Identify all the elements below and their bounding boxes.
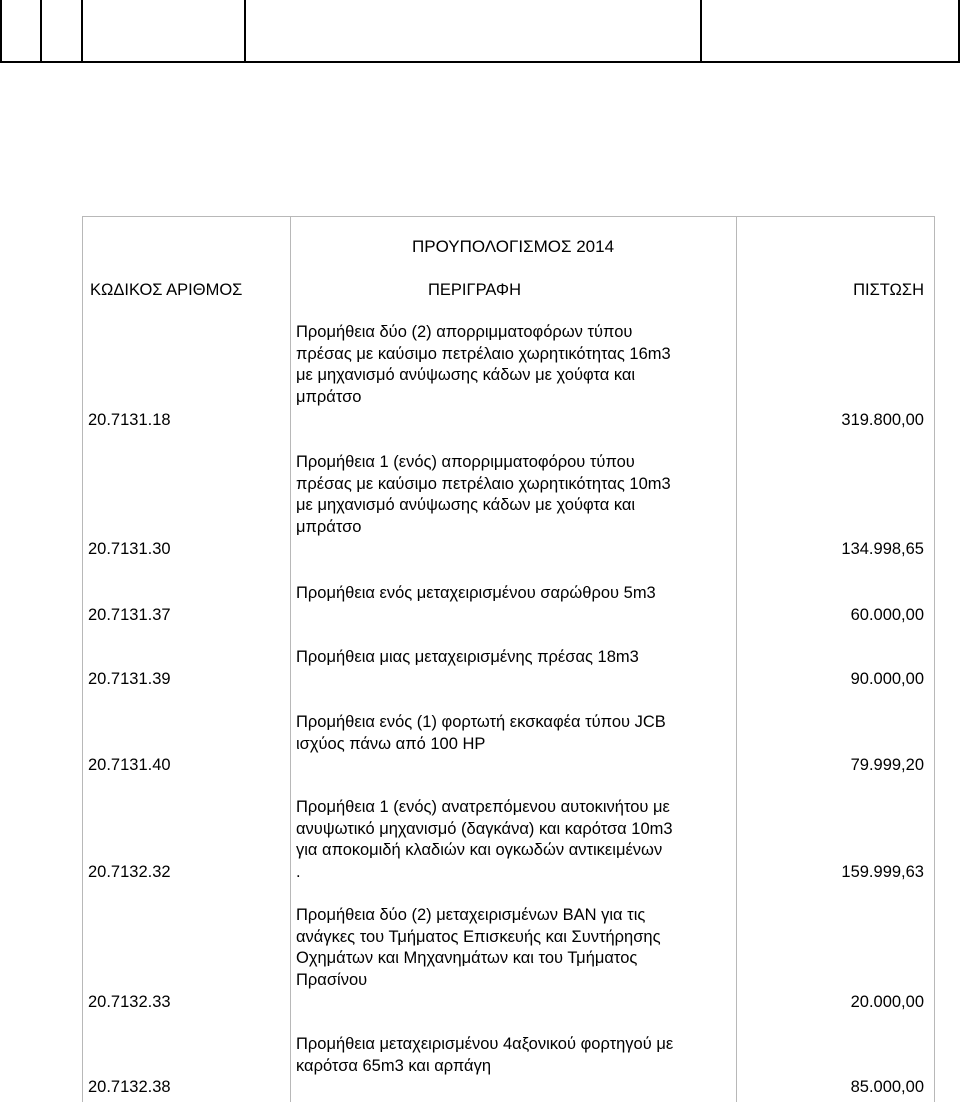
- row-amount: 319.800,00: [841, 411, 924, 429]
- row-description: Προμήθεια μιας μεταχειρισμένης πρέσας 18m3: [296, 648, 639, 666]
- row-code: 20.7132.32: [88, 863, 171, 881]
- column-header-code: ΚΩΔΙΚΟΣ ΑΡΙΘΜΟΣ: [90, 281, 243, 299]
- row-code: 20.7131.39: [88, 670, 171, 688]
- row-description: Προμήθεια 1 (ενός) απορριμματοφόρου τύπου πρέσας με καύσιμο πετρέλαιο χωρητικότητας 10m3 με μηχανισμό ανύψωσης κάδων με χούφτα και μπράτσο: [296, 453, 671, 536]
- row-code: 20.7131.40: [88, 756, 171, 774]
- row-code: 20.7131.18: [88, 411, 171, 429]
- row-code: 20.7131.30: [88, 540, 171, 558]
- row-code: 20.7132.38: [88, 1078, 171, 1096]
- row-amount: 79.999,20: [850, 756, 924, 774]
- row-description: Προμήθεια δύο (2) μεταχειρισμένων ΒΑΝ για τις ανάγκες του Τμήματος Επισκευής και Συντήρησης Οχημάτων και Μηχανημάτων και του Τμήματος Πρασίνου: [296, 906, 661, 989]
- row-description: Προμήθεια ενός (1) φορτωτή εκσκαφέα τύπου JCB ισχύος πάνω από 100 HP: [296, 713, 666, 753]
- row-amount: 159.999,63: [841, 863, 924, 881]
- column-header-description: ΠΕΡΙΓΡΑΦΗ: [428, 281, 521, 299]
- row-amount: 85.000,00: [850, 1078, 924, 1096]
- column-header-credit: ΠΙΣΤΩΣΗ: [853, 281, 924, 299]
- page-title: ΠΡΟΥΠΟΛΟΓΙΣΜΟΣ 2014: [411, 237, 615, 256]
- row-description: Προμήθεια δύο (2) απορριμματοφόρων τύπου πρέσας με καύσιμο πετρέλαιο χωρητικότητας 16m3 με μηχανισμό ανύψωσης κάδων με χούφτα και μπράτσο: [296, 323, 671, 406]
- row-amount: 90.000,00: [850, 670, 924, 688]
- row-description: Προμήθεια ενός μεταχειρισμένου σαρώθρου 5m3: [296, 584, 656, 602]
- row-code: 20.7131.37: [88, 606, 171, 624]
- row-code: 20.7132.33: [88, 993, 171, 1011]
- row-description: Προμήθεια 1 (ενός) ανατρεπόμενου αυτοκινήτου με ανυψωτικό μηχανισμό (δαγκάνα) και καρότσα 10m3 για αποκομιδή κλαδιών και ογκωδών αντικειμένων .: [296, 798, 673, 881]
- row-amount: 60.000,00: [850, 606, 924, 624]
- row-amount: 134.998,65: [841, 540, 924, 558]
- row-description: Προμήθεια μεταχειρισμένου 4αξονικού φορτηγού με καρότσα 65m3 και αρπάγη: [296, 1035, 674, 1075]
- row-amount: 20.000,00: [850, 993, 924, 1011]
